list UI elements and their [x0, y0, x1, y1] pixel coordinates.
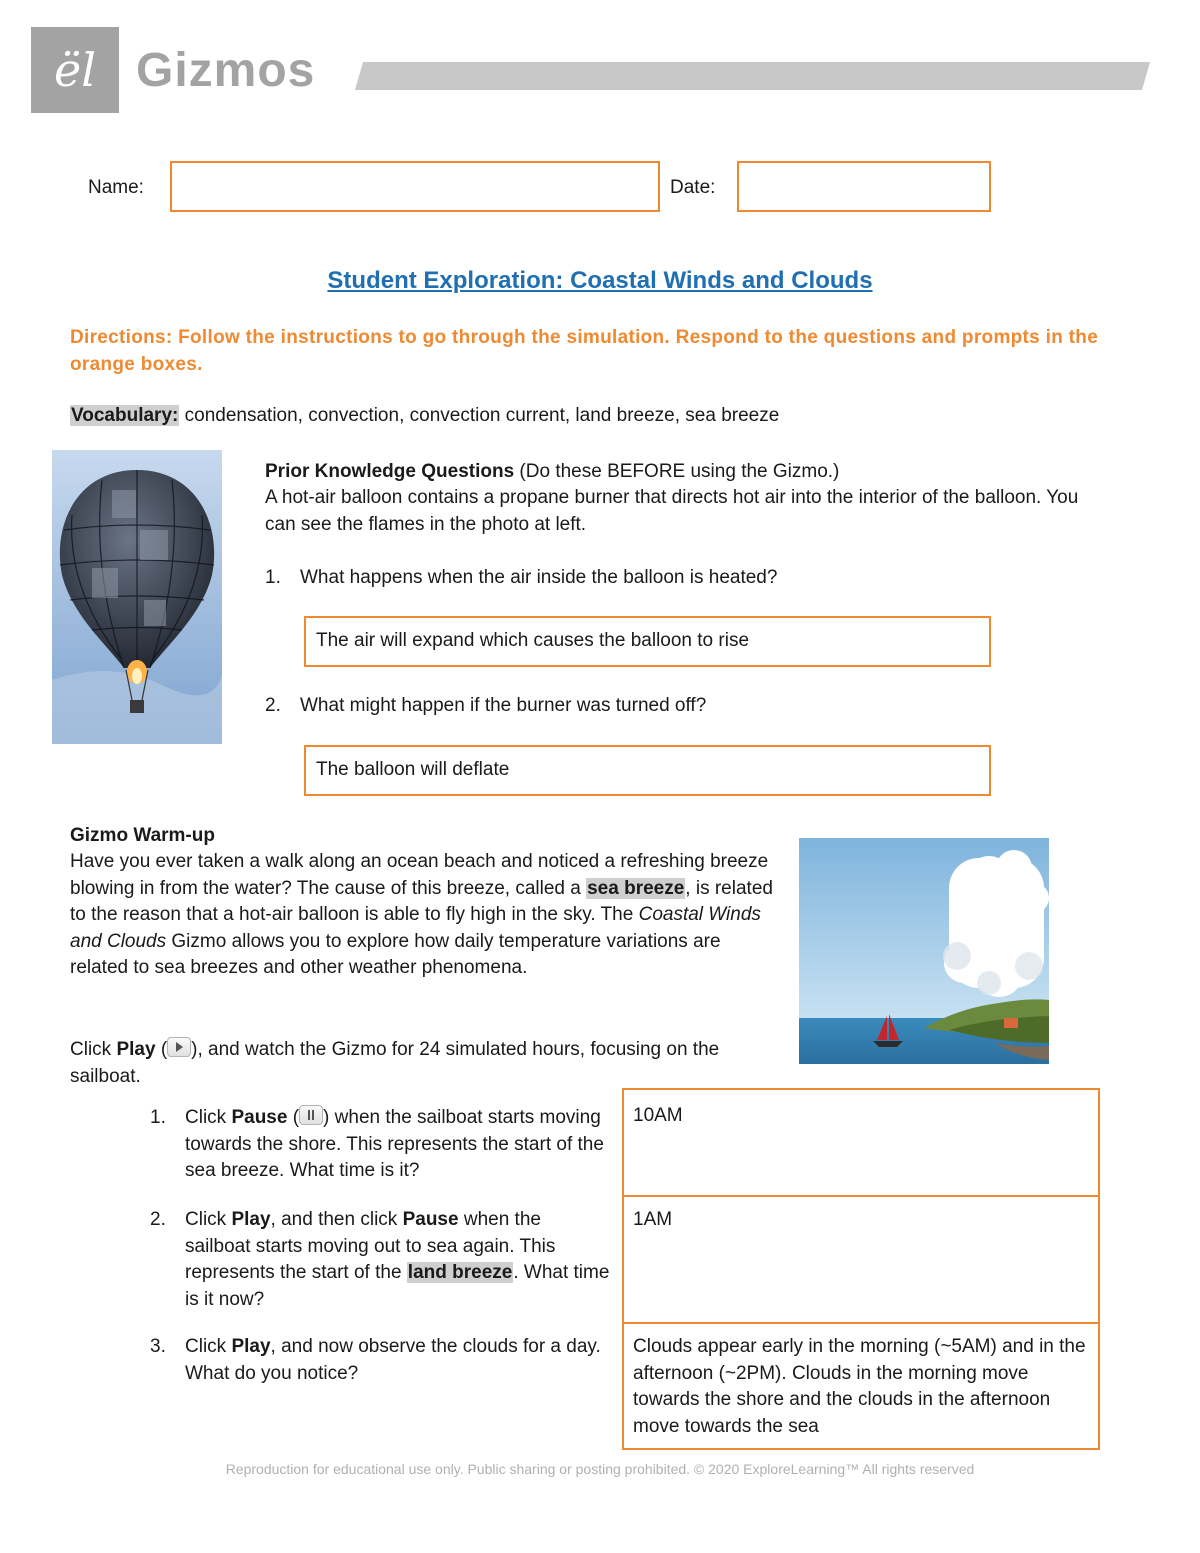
q1-number: 1.: [265, 567, 281, 588]
step2-e: . What time is it now?: [185, 1262, 610, 1310]
step2-pause-word: Pause: [402, 1209, 459, 1230]
q2-text: What might happen if the burner was turned off?: [300, 695, 707, 716]
step1-text: [185, 1105, 605, 1185]
warmup-text-b: , is related to the reason that a hot-air balloon is able to fly high in the sky. The: [70, 877, 773, 925]
date-label: Date:: [670, 177, 716, 198]
prior-knowledge-heading: [265, 459, 1075, 486]
step3-play-word: Play: [231, 1336, 271, 1357]
land-breeze-term: land breeze: [407, 1262, 513, 1283]
q1-answer-box[interactable]: The air will expand which causes the balloon to rise: [304, 616, 991, 667]
warmup-paragraph: [70, 849, 775, 982]
prior-heading-note: (Do these BEFORE using the Gizmo.): [514, 461, 840, 482]
pause-button-icon: [299, 1105, 323, 1125]
directions: Directions: Follow the instructions to go through the simulation. Respond to the questions and prompts in the orange boxes.: [70, 327, 1099, 375]
step2-c: , and then click: [270, 1209, 403, 1230]
prior-heading-bold: Prior Knowledge Questions: [265, 461, 515, 482]
step2-answer-box[interactable]: 1AM: [624, 1197, 1098, 1324]
step-answers-table: [622, 1088, 1100, 1450]
logo: [31, 27, 119, 113]
q1-text: What happens when the air inside the balloon is heated?: [300, 567, 778, 588]
step3-number: 3.: [150, 1336, 166, 1357]
date-field[interactable]: [737, 161, 991, 212]
step1-c: (: [287, 1107, 300, 1128]
name-field[interactable]: [170, 161, 660, 212]
step2-number: 2.: [150, 1209, 166, 1230]
step1-a: Click: [185, 1107, 232, 1128]
footer-copyright: Reproduction for educational use only. Public sharing or posting prohibited. © 2020 ExploreLearning™ All rights reserved: [225, 1461, 975, 1477]
step2-d: when the sailboat starts moving out to sea again. This represents the start of the: [185, 1209, 556, 1283]
brand-name: Gizmos: [136, 44, 316, 97]
play-text-c: ), and watch the Gizmo for 24 simulated hours, focusing on the sailboat.: [70, 1039, 720, 1087]
warmup-text-a: Have you ever taken a walk along an ocean beach and noticed a refreshing breeze blowing in from the water? The cause of this breeze, called a: [70, 851, 769, 899]
step1-number: 1.: [150, 1107, 166, 1128]
name-label: Name:: [88, 177, 144, 198]
warmup-text-c: Gizmo allows you to explore how daily temperature variations are related to sea breezes and other weather phenomena.: [70, 930, 721, 978]
step3-text: [185, 1334, 605, 1387]
logo-glyph: ël: [54, 43, 96, 97]
vocabulary-terms: condensation, convection, convection current, land breeze, sea breeze: [179, 405, 780, 426]
play-text-b: (: [155, 1039, 168, 1060]
page-title: Student Exploration: Coastal Winds and Clouds: [327, 267, 873, 294]
step1-pause-word: Pause: [231, 1107, 288, 1128]
warmup-heading: Gizmo Warm-up: [70, 825, 215, 846]
gizmo-name: Coastal Winds and Clouds: [70, 904, 761, 952]
coastal-scene-picture: [799, 838, 1049, 1064]
hot-air-balloon-photo: [52, 450, 222, 744]
header-decorative-bar: [355, 62, 1150, 90]
step3-a: Click: [185, 1336, 232, 1357]
play-button-icon: [167, 1037, 191, 1057]
step1-answer-box[interactable]: 10AM: [624, 1090, 1098, 1197]
step3-answer-box[interactable]: Clouds appear early in the morning (~5AM) and in the afternoon (~2PM). Clouds in the morning move towards the shore and the clouds in the afternoon move towards the sea: [633, 1336, 1086, 1437]
q2-number: 2.: [265, 695, 281, 716]
play-word: Play: [116, 1039, 156, 1060]
step3-c: , and now observe the clouds for a day. What do you notice?: [185, 1336, 601, 1384]
prior-intro: A hot-air balloon contains a propane burner that directs hot air into the interior of the balloon. You can see the flames in the photo at left.: [265, 487, 1079, 535]
sea-breeze-term: sea breeze: [587, 877, 685, 899]
q2-answer-box[interactable]: The balloon will deflate: [304, 745, 991, 796]
play-text-a: Click: [70, 1039, 117, 1060]
step2-play-word: Play: [231, 1209, 271, 1230]
step1-d: ) when the sailboat starts moving towards the shore. This represents the start of the sea breeze. What time is it?: [185, 1107, 604, 1181]
vocabulary-label: Vocabulary:: [71, 405, 179, 426]
step2-a: Click: [185, 1209, 232, 1230]
step2-text: [185, 1207, 610, 1313]
vocabulary: [70, 404, 779, 428]
warmup-play-instruction: [70, 1037, 770, 1090]
